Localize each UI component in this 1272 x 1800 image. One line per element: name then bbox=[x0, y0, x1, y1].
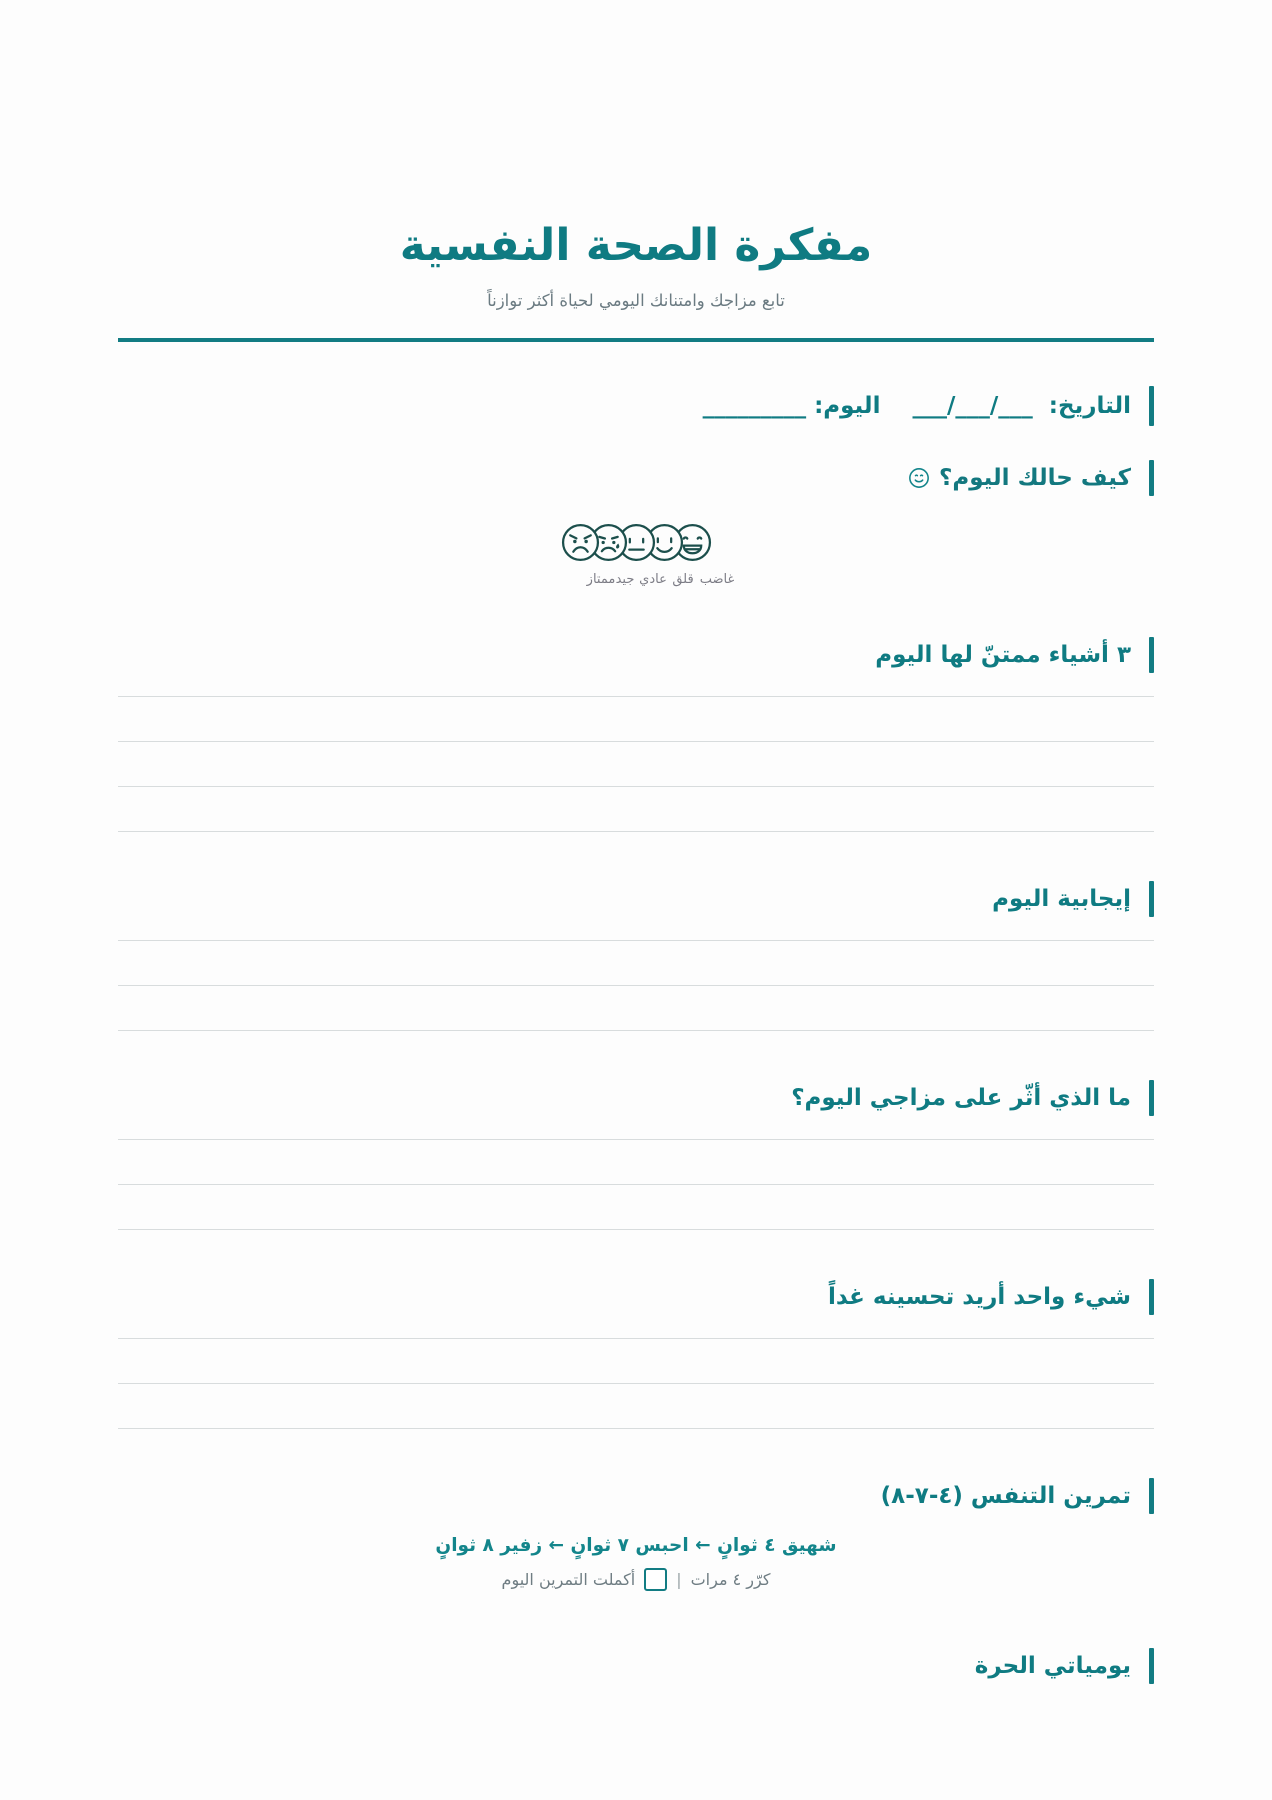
date-fields[interactable]: التاريخ: ___/___/___ اليوم: _________ bbox=[702, 393, 1131, 420]
breathing-checkbox[interactable] bbox=[644, 1568, 667, 1591]
write-line[interactable] bbox=[118, 940, 1154, 986]
section-heading-positivity bbox=[118, 878, 1154, 920]
write-line[interactable] bbox=[118, 1338, 1154, 1384]
accent-bar bbox=[1149, 460, 1154, 496]
section-title: ٣ أشياء ممتنّ لها اليوم bbox=[875, 642, 1131, 669]
section-heading-gratitude bbox=[118, 634, 1154, 676]
section-title: تمرين التنفس (٤-٧-٨) bbox=[880, 1483, 1131, 1510]
page-header bbox=[118, 0, 1154, 342]
write-line[interactable] bbox=[118, 986, 1154, 1031]
date-row bbox=[118, 382, 1154, 430]
mood-label-good: جيد bbox=[615, 572, 635, 588]
page-subtitle: تابع مزاجك وامتنانك اليومي لحياة أكثر توازناً bbox=[487, 291, 785, 310]
write-line[interactable] bbox=[118, 742, 1154, 787]
breathing-repeat-label: كرّر ٤ مرات bbox=[690, 1570, 771, 1590]
mood-question bbox=[908, 465, 1131, 491]
mood-question-label: كيف حالك اليوم؟ bbox=[939, 465, 1131, 492]
breathing-steps: شهيق ٤ ثوانٍ ← احبس ٧ ثوانٍ ← زفير ٨ ثوانٍ bbox=[435, 1535, 837, 1557]
mood-influence-lines bbox=[118, 1139, 1154, 1230]
write-line[interactable] bbox=[118, 1139, 1154, 1185]
section-heading-free-journal bbox=[118, 1645, 1154, 1687]
accent-bar bbox=[1149, 1478, 1154, 1514]
write-line[interactable] bbox=[118, 1384, 1154, 1429]
mood-question-row bbox=[118, 456, 1154, 500]
write-line[interactable] bbox=[118, 1185, 1154, 1230]
mood-face-list bbox=[560, 522, 713, 563]
improve-tomorrow-lines bbox=[118, 1338, 1154, 1429]
section-title: إيجابية اليوم bbox=[992, 886, 1131, 913]
mood-label-excellent: ممتاز bbox=[586, 572, 616, 588]
accent-bar bbox=[1149, 637, 1154, 673]
header-divider bbox=[118, 338, 1154, 342]
mood-label-anxious: قلق bbox=[672, 572, 694, 588]
section-heading-mood-influence bbox=[118, 1077, 1154, 1119]
accent-bar bbox=[1149, 881, 1154, 917]
breathing-note bbox=[118, 1568, 1154, 1591]
gratitude-lines bbox=[118, 696, 1154, 832]
mood-scale-labels bbox=[118, 572, 1154, 594]
page-title: مفكرة الصحة النفسية bbox=[399, 220, 873, 271]
accent-bar bbox=[1149, 1279, 1154, 1315]
mood-scale bbox=[118, 522, 1154, 563]
section-title: يومياتي الحرة bbox=[974, 1653, 1131, 1680]
section-heading-breathing bbox=[118, 1475, 1154, 1517]
section-title: شيء واحد أريد تحسينه غداً bbox=[828, 1284, 1131, 1311]
section-heading-improve-tomorrow bbox=[118, 1276, 1154, 1318]
write-line[interactable] bbox=[118, 787, 1154, 832]
accent-bar bbox=[1149, 1080, 1154, 1116]
angry-face-icon[interactable] bbox=[560, 522, 601, 563]
section-title: ما الذي أثّر على مزاجي اليوم؟ bbox=[791, 1085, 1131, 1112]
positivity-lines bbox=[118, 940, 1154, 1031]
smiley-face-icon bbox=[908, 467, 930, 489]
breathing-checkbox-label: أكملت التمرين اليوم bbox=[501, 1570, 636, 1590]
accent-bar bbox=[1149, 386, 1154, 426]
mood-label-angry: غاضب bbox=[699, 572, 735, 588]
mood-label-neutral: عادي bbox=[639, 572, 667, 588]
breathing-separator: | bbox=[676, 1570, 682, 1590]
journal-sheet bbox=[118, 0, 1154, 1800]
accent-bar bbox=[1149, 1648, 1154, 1684]
write-line[interactable] bbox=[118, 696, 1154, 742]
